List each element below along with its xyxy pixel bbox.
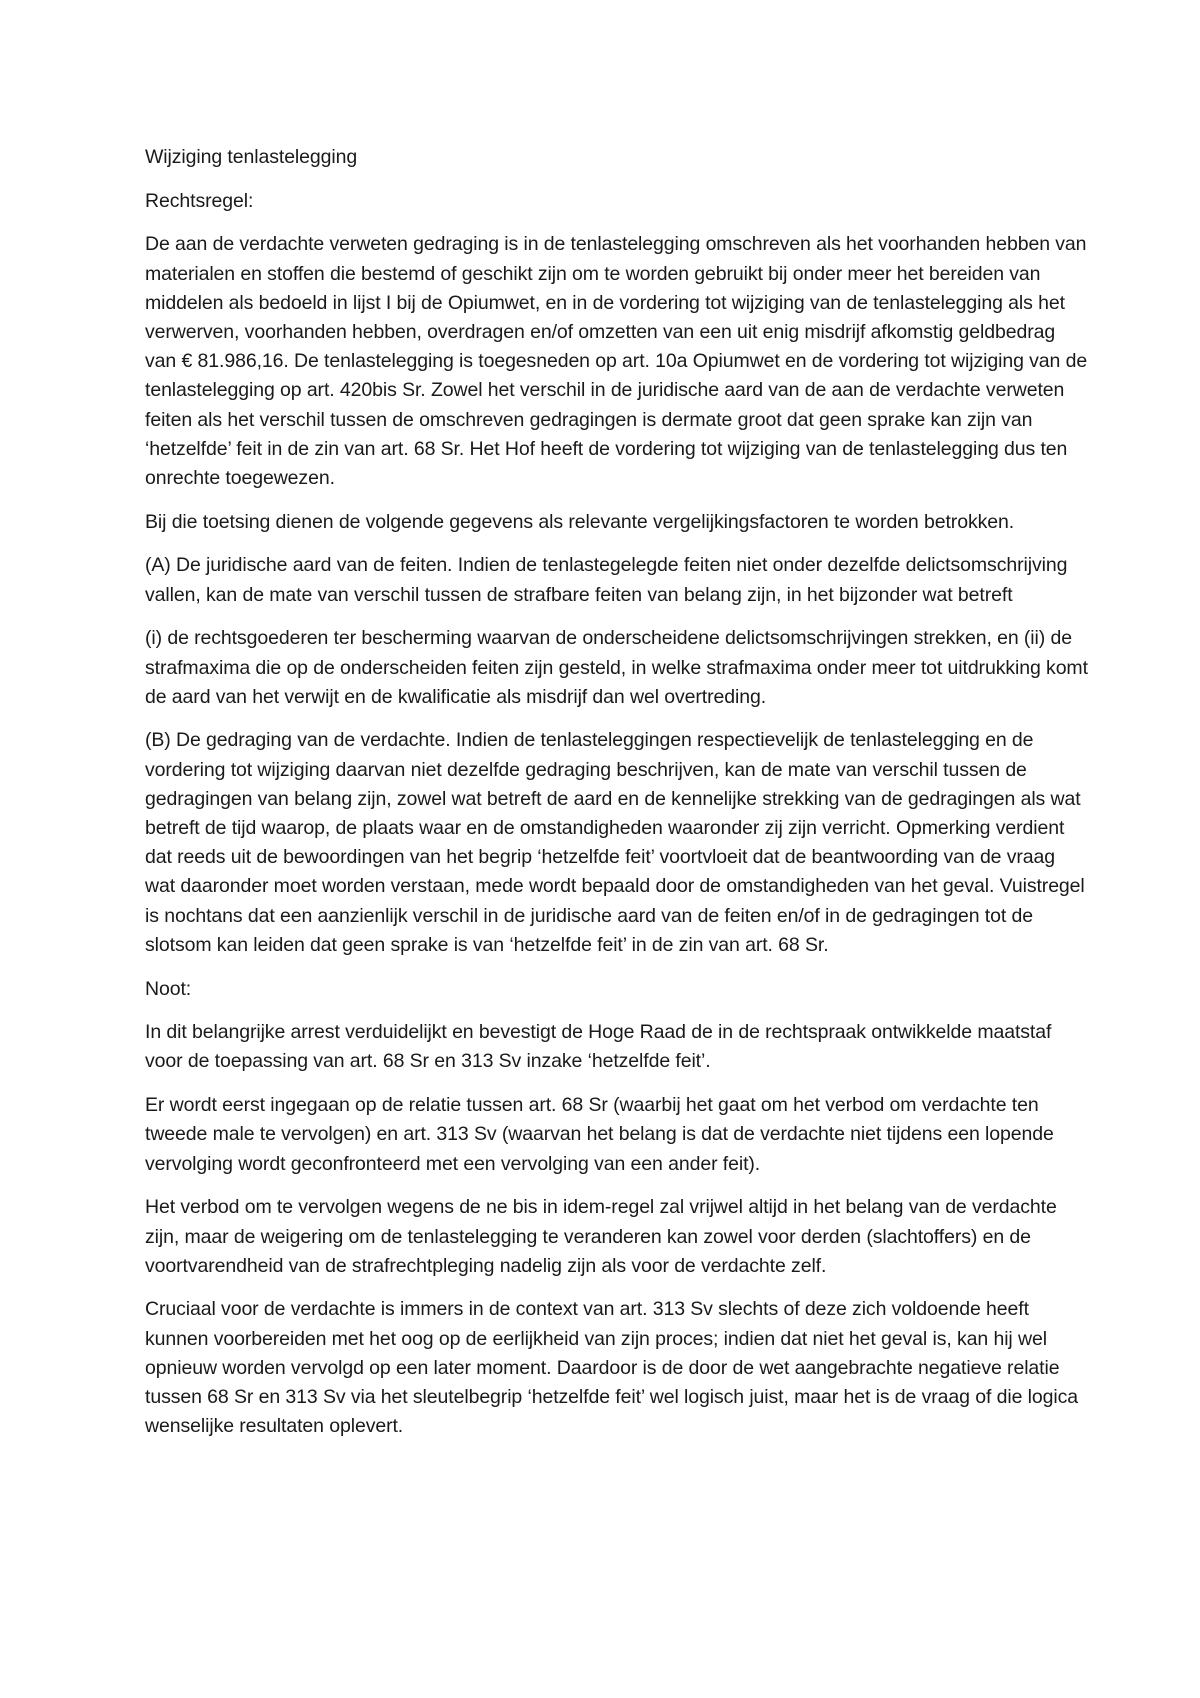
rechtsregel-paragraph: (A) De juridische aard van de feiten. Indien de tenlastegelegde feiten niet onder dezelfde delictsomschrijving vallen, kan de mate van verschil tussen de strafbare feiten van belang zijn, in het bijzonder wat betreft: [145, 554, 1068, 606]
rechtsregel-paragraph: Bij die toetsing dienen de volgende gegevens als relevante vergelijkingsfactoren te worden betrokken.: [145, 510, 1015, 533]
rechtsregel-label: Rechtsregel:: [145, 189, 254, 212]
rechtsregel-paragraph: (i) de rechtsgoederen ter bescherming waarvan de onderscheidene delictsomschrijvingen strekken, en (ii) de strafmaxima die op de onderscheiden feiten zijn gesteld, in welke strafmaxima onder meer tot uitdrukking komt de aard van het verwijt en de kwalificatie als misdrijf dan wel overtreding.: [145, 627, 1088, 708]
noot-paragraph: Het verbod om te vervolgen wegens de ne bis in idem-regel zal vrijwel altijd in het belang van de verdachte zijn, maar de weigering om de tenlastelegging te veranderen kan zowel voor derden (slachtoffers) en de voortvarendheid van de strafrechtpleging nadelig zijn als voor de verdachte zelf.: [145, 1196, 1057, 1277]
noot-paragraph: Cruciaal voor de verdachte is immers in de context van art. 313 Sv slechts of deze zich voldoende heeft kunnen voorbereiden met het oog op de eerlijkheid van zijn proces; indien dat niet het geval is, kan hij wel opnieuw worden vervolgd op een later moment. Daardoor is de door de wet aangebrachte negatieve relatie tussen 68 Sr en 313 Sv via het sleutelbegrip ‘hetzelfde feit’ wel logisch juist, maar het is de vraag of die logica wenselijke resultaten oplevert.: [145, 1298, 1078, 1438]
document-page: [145, 143, 1090, 1456]
noot-label: Noot:: [145, 977, 192, 1000]
document-title: Wijziging tenlastelegging: [145, 146, 358, 168]
noot-paragraph: In dit belangrijke arrest verduidelijkt en bevestigt de Hoge Raad de in de rechtspraak ontwikkelde maatstaf voor de toepassing van art. 68 Sr en 313 Sv inzake ‘hetzelfde feit’.: [145, 1021, 1052, 1073]
rechtsregel-paragraph: De aan de verdachte verweten gedraging is in de tenlastelegging omschreven als het voorhanden hebben van materialen en stoffen die bestemd of geschikt zijn om te worden gebruikt bij onder meer het bereiden van middelen als bedoeld in lijst I bij de Opiumwet, en in de vordering tot wijziging van de tenlastelegging als het verwerven, voorhanden hebben, overdragen en/of omzetten van een uit enig misdrijf afkomstig geldbedrag van € 81.986,16. De tenlastelegging is toegesneden op art. 10a Opiumwet en de vordering tot wijziging van de tenlastelegging op art. 420bis Sr. Zowel het verschil in de juridische aard van de aan de verdachte verweten feiten als het verschil tussen de omschreven gedragingen is dermate groot dat geen sprake kan zijn van ‘hetzelfde’ feit in de zin van art. 68 Sr. Het Hof heeft de vordering tot wijziging van de tenlastelegging dus ten onrechte toegewezen.: [145, 233, 1088, 490]
rechtsregel-paragraph: (B) De gedraging van de verdachte. Indien de tenlasteleggingen respectievelijk de tenlastelegging en de vordering tot wijziging daarvan niet dezelfde gedraging beschrijven, kan de mate van verschil tussen de gedragingen van belang zijn, zowel wat betreft de aard en de kennelijke strekking van de gedragingen als wat betreft de tijd waarop, de plaats waar en de omstandigheden waaronder zij zijn verricht. Opmerking verdient dat reeds uit de bewoordingen van het begrip ‘hetzelfde feit’ voortvloeit dat de beantwoording van de vraag wat daaronder moet worden verstaan, mede wordt bepaald door de omstandigheden van het geval. Vuistregel is nochtans dat een aanzienlijk verschil in de juridische aard van de feiten en/of in de gedragingen tot de slotsom kan leiden dat geen sprake is van ‘hetzelfde feit’ in de zin van art. 68 Sr.: [145, 729, 1085, 956]
noot-paragraph: Er wordt eerst ingegaan op de relatie tussen art. 68 Sr (waarbij het gaat om het verbod om verdachte ten tweede male te vervolgen) en art. 313 Sv (waarvan het belang is dat de verdachte niet tijdens een lopende vervolging wordt geconfronteerd met een vervolging van een ander feit).: [145, 1094, 1054, 1175]
